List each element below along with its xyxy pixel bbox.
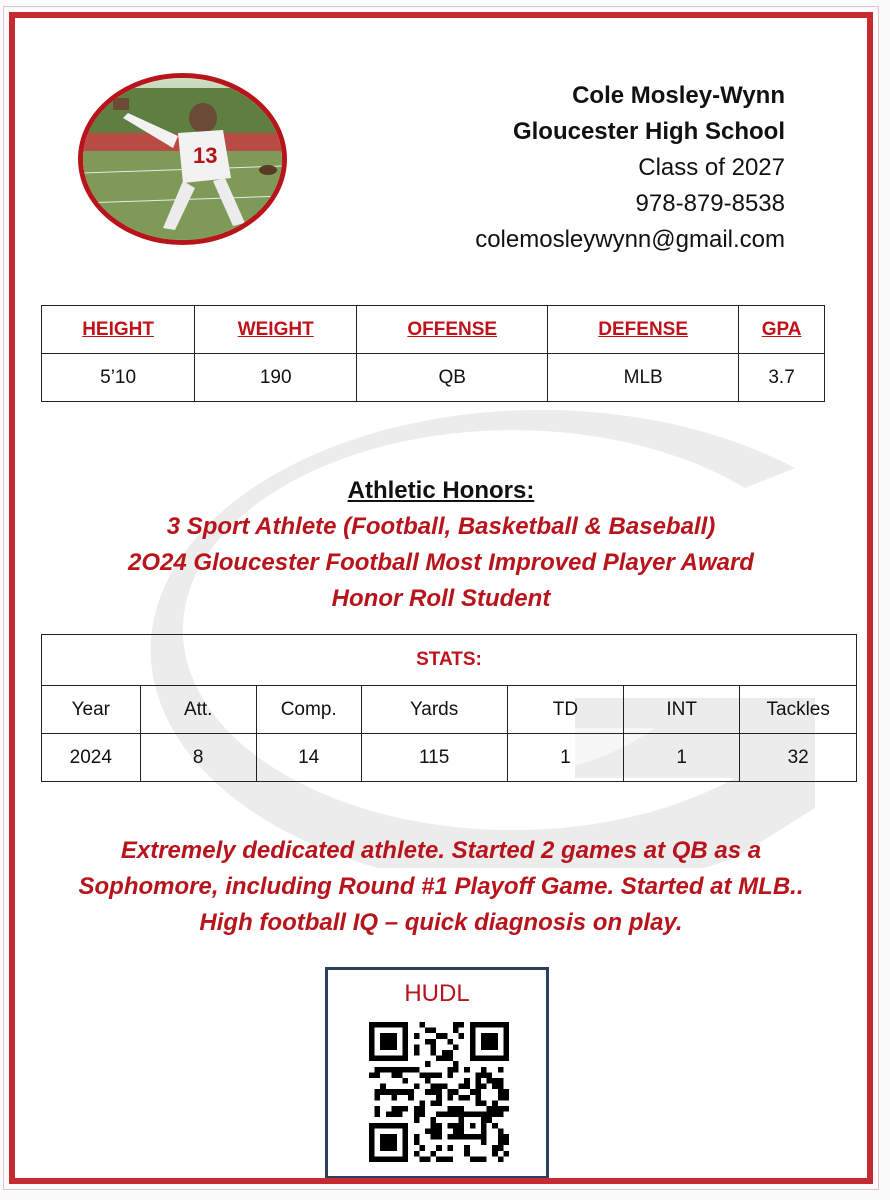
page-frame	[9, 12, 873, 1184]
email-address: colemosleywynn@gmail.com	[475, 226, 785, 253]
stats-header-row	[42, 686, 857, 734]
qr-code-icon[interactable]	[350, 1022, 528, 1162]
jersey-number: 13	[193, 143, 218, 168]
stats-header-td: TD	[507, 686, 623, 734]
description-line: High football IQ – quick diagnosis on play.	[199, 909, 683, 936]
stats-value-td: 1	[507, 734, 623, 782]
description-line: Sophomore, including Round #1 Playoff Game. Started at MLB..	[78, 873, 804, 900]
value-weight: 190	[195, 354, 357, 402]
stats-table	[41, 634, 857, 782]
school-name: Gloucester High School	[512, 118, 785, 145]
value-height: 5’10	[42, 354, 195, 402]
description-line: Extremely dedicated athlete. Started 2 games at QB as a	[120, 837, 762, 864]
stats-value-comp: 14	[256, 734, 361, 782]
honor-item: Honor Roll Student	[331, 585, 551, 612]
header-height: HEIGHT	[42, 306, 195, 354]
stats-header-att: Att.	[140, 686, 256, 734]
stats-header-int: INT	[624, 686, 740, 734]
stats-value-yards: 115	[361, 734, 507, 782]
honors-heading: Athletic Honors:	[347, 477, 535, 504]
stats-header-year: Year	[42, 686, 141, 734]
class-year: Class of 2027	[638, 154, 785, 181]
profile-table	[41, 305, 825, 402]
stats-header-yards: Yards	[361, 686, 507, 734]
player-photo	[78, 73, 287, 245]
stats-header-tackles: Tackles	[740, 686, 857, 734]
player-name: Cole Mosley-Wynn	[572, 82, 785, 109]
athletic-honors	[15, 473, 867, 617]
header-offense: OFFENSE	[357, 306, 548, 354]
honor-item: 2O24 Gloucester Football Most Improved Player Award	[128, 549, 754, 576]
phone-number: 978-879-8538	[635, 190, 785, 217]
hudl-label: HUDL	[404, 980, 470, 1007]
header-gpa: GPA	[739, 306, 825, 354]
stats-value-row	[42, 734, 857, 782]
stats-value-year: 2024	[42, 734, 141, 782]
profile-header-row	[42, 306, 825, 354]
value-gpa: 3.7	[739, 354, 825, 402]
stats-value-att: 8	[140, 734, 256, 782]
hudl-qr-box[interactable]	[325, 967, 549, 1179]
player-description	[45, 833, 837, 941]
stats-value-tackles: 32	[740, 734, 857, 782]
stats-title: STATS:	[42, 635, 857, 686]
profile-value-row	[42, 354, 825, 402]
player-photo-image	[83, 78, 282, 240]
player-contact-block	[475, 78, 785, 258]
value-offense: QB	[357, 354, 548, 402]
header-defense: DEFENSE	[548, 306, 739, 354]
honor-item: 3 Sport Athlete (Football, Basketball & Baseball)	[166, 513, 716, 540]
header-weight: WEIGHT	[195, 306, 357, 354]
stats-title-row	[42, 635, 857, 686]
stats-value-int: 1	[624, 734, 740, 782]
stats-header-comp: Comp.	[256, 686, 361, 734]
value-defense: MLB	[548, 354, 739, 402]
g-logo-watermark	[35, 398, 873, 868]
